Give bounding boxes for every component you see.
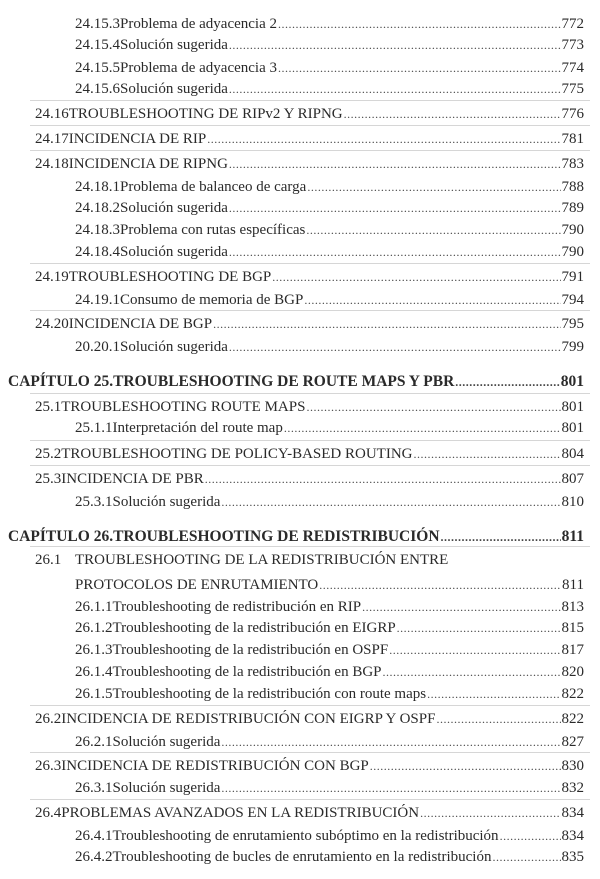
toc-subsection[interactable]: [0, 826, 584, 846]
divider-line: [30, 705, 590, 706]
toc-number: 26.1.1: [75, 599, 113, 615]
dot-leader: [207, 129, 560, 149]
toc-title: Solución sugerida: [112, 494, 221, 510]
toc-subsection[interactable]: [0, 618, 584, 638]
dot-leader: [278, 58, 560, 78]
toc-title: TROUBLESHOOTING DE REDISTRIBUCIÓN: [113, 528, 440, 545]
toc-section-continuation[interactable]: [0, 575, 584, 595]
toc-title: INCIDENCIA DE PBR: [61, 471, 204, 487]
toc-section[interactable]: [0, 104, 584, 124]
toc-page-number: 772: [561, 16, 584, 32]
toc-page-number: 790: [561, 244, 584, 260]
toc-title: Solución sugerida: [120, 81, 228, 97]
divider-line: [30, 393, 590, 394]
toc-page-number: 781: [561, 131, 584, 147]
toc-number: 20.20.1: [75, 339, 120, 355]
toc-title: Troubleshooting de la redistribución en BGP: [112, 664, 382, 680]
toc-subsection[interactable]: [0, 290, 584, 310]
toc-page-number: 791: [561, 269, 584, 285]
toc-number: 24.18.4: [75, 244, 120, 260]
toc-subsection[interactable]: [0, 337, 584, 357]
toc-page-number: 783: [561, 156, 584, 172]
toc-page-number: 813: [561, 599, 584, 615]
toc-section[interactable]: [0, 469, 584, 489]
toc-title: Problema de balanceo de carga: [120, 179, 307, 195]
toc-number: CAPÍTULO 25.: [8, 373, 114, 390]
toc-number: 26.4.2: [75, 849, 113, 865]
toc-number: 25.1: [35, 399, 62, 415]
toc-section[interactable]: [0, 154, 584, 174]
toc-subsection[interactable]: [0, 198, 584, 218]
dot-leader: [304, 290, 560, 310]
dot-leader: [278, 14, 560, 34]
toc-title: TROUBLESHOOTING DE BGP: [68, 269, 272, 285]
divider-line: [30, 752, 590, 753]
toc-number: 24.19: [35, 269, 69, 285]
dot-leader: [229, 79, 561, 99]
toc-title: Solución sugerida: [112, 780, 221, 796]
toc-number: 26.2: [35, 711, 62, 727]
toc-number: 26.3.1: [75, 780, 113, 796]
dot-leader: [397, 618, 561, 638]
toc-page-number: 795: [561, 316, 584, 332]
toc-title: Troubleshooting de la redistribución con route maps: [112, 686, 427, 702]
toc-page-number: 804: [561, 446, 584, 462]
toc-page-number: 810: [561, 494, 584, 510]
toc-number: 26.4: [35, 805, 62, 821]
divider-line: [30, 310, 590, 311]
dot-leader: [221, 732, 560, 752]
toc-number: 26.2.1: [75, 734, 113, 750]
toc-subsection[interactable]: [0, 597, 584, 617]
dot-leader: [306, 220, 560, 240]
toc-subsection[interactable]: [0, 220, 584, 240]
toc-number: 24.18.2: [75, 200, 120, 216]
dot-leader: [319, 575, 561, 595]
toc-page-number: 830: [561, 758, 584, 774]
toc-title: TROUBLESHOOTING DE POLICY-BASED ROUTING: [61, 446, 413, 462]
toc-subsection[interactable]: [0, 662, 584, 682]
toc-title: Troubleshooting de la redistribución en OSPF: [112, 642, 389, 658]
dot-leader: [307, 177, 560, 197]
divider-line: [30, 100, 590, 101]
toc-page-number: 827: [561, 734, 584, 750]
toc-page-number: 815: [561, 620, 584, 636]
toc-page-number: 820: [561, 664, 584, 680]
toc-page-number: 834: [561, 805, 584, 821]
divider-line: [30, 546, 590, 547]
toc-page-number: 801: [561, 399, 584, 415]
toc-number: 24.19.1: [75, 292, 120, 308]
dot-leader: [284, 418, 561, 438]
toc-subsection[interactable]: [0, 684, 584, 704]
dot-leader: [272, 267, 560, 287]
toc-number: 24.15.6: [75, 81, 120, 97]
toc-number: 24.15.4: [75, 37, 120, 53]
toc-number: 26.4.1: [75, 828, 113, 844]
toc-section[interactable]: [0, 129, 584, 149]
divider-line: [30, 440, 590, 441]
dot-leader: [420, 803, 560, 823]
toc-number: 24.15.5: [75, 60, 120, 76]
toc-number: 26.1.2: [75, 620, 113, 636]
dot-leader: [370, 756, 561, 776]
toc-number: 24.15.3: [75, 16, 120, 32]
toc-number: 24.18.1: [75, 179, 120, 195]
divider-line: [30, 263, 590, 264]
toc-number: 25.2: [35, 446, 62, 462]
toc-title: INCIDENCIA DE BGP: [68, 316, 213, 332]
dot-leader: [229, 242, 561, 262]
toc-number: 24.20: [35, 316, 69, 332]
divider-line: [30, 125, 590, 126]
toc-number: 24.18: [35, 156, 69, 172]
dot-leader: [414, 444, 561, 464]
divider-line: [30, 150, 590, 151]
toc-page-number: 789: [561, 200, 584, 216]
divider-line: [30, 465, 590, 466]
toc-title: Solución sugerida: [120, 339, 228, 355]
dot-leader: [436, 709, 560, 729]
toc-subsection[interactable]: [0, 640, 584, 660]
toc-section[interactable]: [0, 803, 584, 823]
toc-page-number: 799: [561, 339, 584, 355]
toc-subsection[interactable]: [0, 492, 584, 512]
dot-leader: [221, 778, 560, 798]
toc-number: CAPÍTULO 26.: [8, 528, 114, 545]
toc-section[interactable]: [0, 709, 584, 729]
toc-title: INCIDENCIA DE REDISTRIBUCIÓN CON BGP: [61, 758, 369, 774]
toc-title: TROUBLESHOOTING DE LA REDISTRIBUCIÓN ENTRE: [75, 552, 449, 568]
toc-title: Troubleshooting de redistribución en RIP: [112, 599, 362, 615]
toc-section[interactable]: [0, 267, 584, 287]
toc-title: Troubleshooting de bucles de enrutamiento en la redistribución: [112, 849, 492, 865]
toc-number: 25.3: [35, 471, 62, 487]
toc-title: Solución sugerida: [112, 734, 221, 750]
toc-title-continued: PROTOCOLOS DE ENRUTAMIENTO: [75, 577, 319, 593]
toc-subsection[interactable]: [0, 35, 584, 55]
toc-number: 26.1.3: [75, 642, 113, 658]
toc-title: Troubleshooting de enrutamiento subóptimo en la redistribución: [112, 828, 499, 844]
toc-number: 26.1.5: [75, 686, 113, 702]
toc-subsection[interactable]: [0, 732, 584, 752]
toc-page-number: 776: [561, 106, 584, 122]
toc-title: Consumo de memoria de BGP: [120, 292, 304, 308]
toc-page-number: 834: [561, 828, 584, 844]
toc-number: 26.1: [35, 552, 62, 568]
toc-title: Problema con rutas específicas: [120, 222, 306, 238]
toc-title: Troubleshooting de la redistribución en EIGRP: [112, 620, 396, 636]
dot-leader: [229, 35, 561, 55]
dot-leader: [306, 397, 560, 417]
toc-page-number: 788: [561, 179, 584, 195]
toc-subsection[interactable]: [0, 778, 584, 798]
dot-leader: [344, 104, 561, 124]
toc-title: PROBLEMAS AVANZADOS EN LA REDISTRIBUCIÓN: [61, 805, 420, 821]
dot-leader: [229, 154, 561, 174]
toc-page-number: 790: [561, 222, 584, 238]
toc-page-number: 773: [561, 37, 584, 53]
dot-leader: [362, 597, 560, 617]
toc-subsection[interactable]: [0, 418, 584, 438]
toc-title: INCIDENCIA DE RIP: [68, 131, 207, 147]
toc-page-number: 801: [560, 373, 584, 390]
toc-section[interactable]: [0, 397, 584, 417]
toc-page-number: 822: [561, 711, 584, 727]
toc-chapter[interactable]: [0, 372, 584, 392]
toc-title: TROUBLESHOOTING DE ROUTE MAPS Y PBR: [113, 373, 455, 390]
toc-title: INCIDENCIA DE RIPNG: [68, 156, 228, 172]
toc-page-number: 822: [561, 686, 584, 702]
toc-chapter[interactable]: [0, 527, 584, 547]
toc-title: Problema de adyacencia 3: [120, 60, 278, 76]
toc-title: INCIDENCIA DE REDISTRIBUCIÓN CON EIGRP Y OSPF: [61, 711, 436, 727]
toc-subsection[interactable]: [0, 14, 584, 34]
toc-subsection[interactable]: [0, 242, 584, 262]
toc-number: 26.3: [35, 758, 62, 774]
toc-page-number: 801: [561, 420, 584, 436]
toc-page-number: 774: [561, 60, 584, 76]
dot-leader: [205, 469, 561, 489]
toc-section[interactable]: [0, 550, 584, 570]
toc-page-number: 817: [561, 642, 584, 658]
toc-section[interactable]: [0, 444, 584, 464]
toc-title: TROUBLESHOOTING DE RIPv2 Y RIPNG: [68, 106, 343, 122]
toc-page-number: 832: [561, 780, 584, 796]
toc-number: 25.3.1: [75, 494, 113, 510]
toc-page-number: 835: [561, 849, 584, 865]
toc-page-number: 794: [561, 292, 584, 308]
dot-leader: [383, 662, 561, 682]
toc-title: Solución sugerida: [120, 37, 228, 53]
dot-leader: [441, 527, 561, 547]
dot-leader: [455, 372, 559, 392]
dot-leader: [492, 847, 560, 867]
toc-page-number: 811: [561, 528, 584, 545]
divider-line: [30, 799, 590, 800]
toc-number: 26.1.4: [75, 664, 113, 680]
toc-title: Solución sugerida: [120, 244, 228, 260]
toc-subsection[interactable]: [0, 847, 584, 867]
toc-title: Solución sugerida: [120, 200, 228, 216]
toc-subsection[interactable]: [0, 58, 584, 78]
toc-page-number: 811: [562, 577, 584, 593]
toc-number: 24.17: [35, 131, 69, 147]
toc-page-number: 807: [561, 471, 584, 487]
dot-leader: [213, 314, 560, 334]
toc-subsection[interactable]: [0, 79, 584, 99]
toc-section[interactable]: [0, 756, 584, 776]
dot-leader: [221, 492, 560, 512]
toc-number: 24.18.3: [75, 222, 120, 238]
toc-number: 25.1.1: [75, 420, 113, 436]
toc-number: 24.16: [35, 106, 69, 122]
dot-leader: [500, 826, 561, 846]
dot-leader: [229, 198, 561, 218]
dot-leader: [229, 337, 561, 357]
dot-leader: [427, 684, 560, 704]
toc-page-number: 775: [561, 81, 584, 97]
dot-leader: [389, 640, 560, 660]
toc-title: Interpretación del route map: [112, 420, 283, 436]
toc-title: TROUBLESHOOTING ROUTE MAPS: [61, 399, 306, 415]
toc-title: Problema de adyacencia 2: [120, 16, 278, 32]
toc-subsection[interactable]: [0, 177, 584, 197]
toc-section[interactable]: [0, 314, 584, 334]
